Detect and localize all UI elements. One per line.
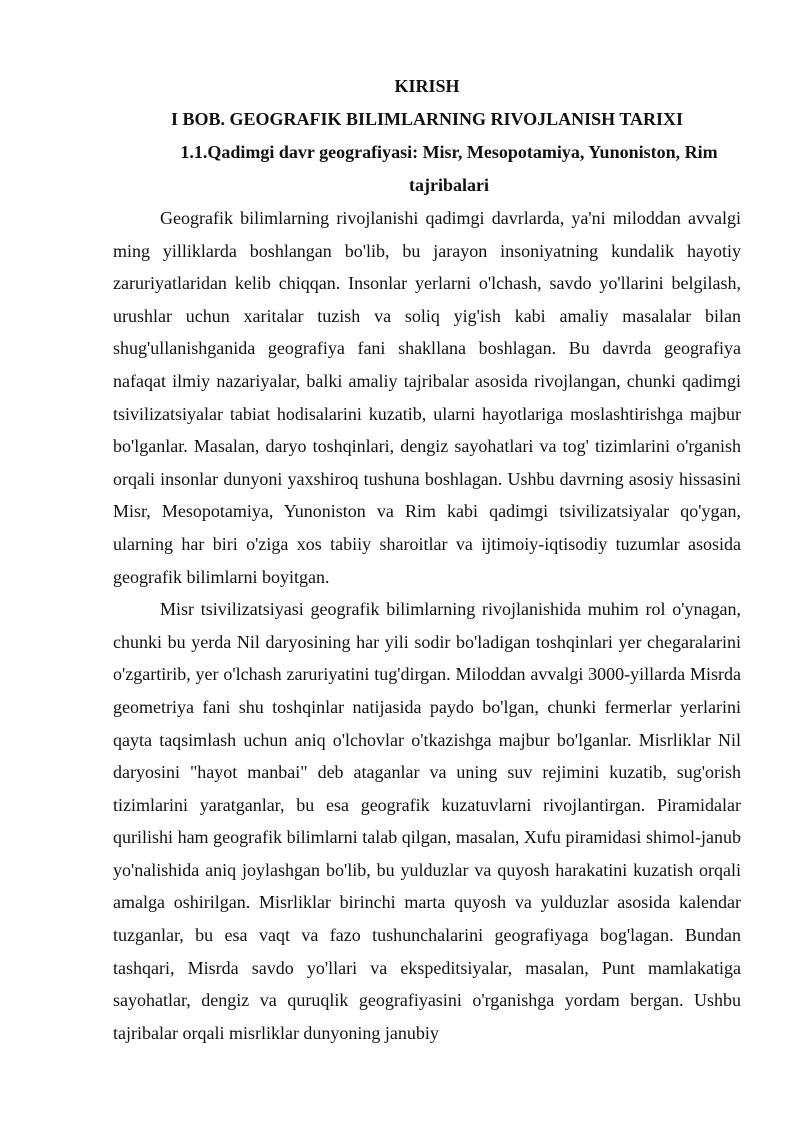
chapter-heading: I BOB. GEOGRAFIK BILIMLARNING RIVOJLANISH TARIXI bbox=[170, 109, 684, 129]
section-heading: 1.1.Qadimgi davr geografiyasi: Misr, Mesopotamiya, Yunoniston, Rim tajribalari bbox=[180, 142, 718, 195]
document-title: KIRISH bbox=[394, 76, 460, 96]
paragraph-intro: Geografik bilimlarning rivojlanishi qadimgi davrlarda, ya'ni miloddan avvalgi ming yilliklarda boshlangan bo'lib, bu jarayon insoniyatning kundalik hayotiy zaruriyatlaridan kelib chiqqan. Insonlar yerlarni o'lchash, savdo yo'llarini belgilash, urushlar uchun xaritalar tuzish va soliq yig'ish kabi amaliy masalalar bilan shug'ullanishganida geografiya fani shakllana boshlagan. Bu davrda geografiya nafaqat ilmiy nazariyalar, balki amaliy tajribalar asosida rivojlangan, chunki qadimgi tsivilizatsiyalar tabiat hodisalarini kuzatib, ularni hayotlariga moslashtirishga majbur bo'lganlar. Masalan, daryo toshqinlari, dengiz sayohatlari va tog' tizimlarini o'rganish orqali insonlar dunyoni yaxshiroq tushuna boshlagan. Ushbu davrning asosiy hissasini Misr, Mesopotamiya, Yunoniston va Rim kabi qadimgi tsivilizatsiyalar qo'ygan, ularning har biri o'ziga xos tabiiy sharoitlar va ijtimoiy-iqtisodiy tuzumlar asosida geografik bilimlarni boyitgan. bbox=[113, 208, 741, 587]
document-page bbox=[113, 70, 741, 1049]
paragraph-egypt: Misr tsivilizatsiyasi geografik bilimlarning rivojlanishida muhim rol o'ynagan, chunki bu yerda Nil daryosining har yili sodir bo'ladigan toshqinlari yer chegaralarini o'zgartirib, yer o'lchash zaruriyatini tug'dirgan. Miloddan avvalgi 3000-yillarda Misrda geometriya fani shu toshqinlar natijasida paydo bo'lgan, chunki fermerlar yerlarini qayta taqsimlash uchun aniq o'lchovlar o'tkazishga majbur bo'lganlar. Misrliklar Nil daryosini "hayot manbai" deb ataganlar va uning suv rejimini kuzatib, sug'orish tizimlarini yaratganlar, bu esa geografik kuzatuvlarni rivojlantirgan. Piramidalar qurilishi ham geografik bilimlarni talab qilgan, masalan, Xufu piramidasi shimol-janub yo'nalishida aniq joylashgan bo'lib, bu yulduzlar va quyosh harakatini kuzatish orqali amalga oshirilgan. Misrliklar birinchi marta quyosh va yulduzlar asosida kalendar tuzganlar, bu esa vaqt va fazo tushunchalarini geografiyaga bog'lagan. Bundan tashqari, Misrda savdo yo'llari va ekspeditsiyalar, masalan, Punt mamlakatiga sayohatlar, dengiz va quruqlik geografiyasini o'rganishga yordam bergan. Ushbu tajribalar orqali misrliklar dunyoning janubiy bbox=[113, 599, 741, 1043]
